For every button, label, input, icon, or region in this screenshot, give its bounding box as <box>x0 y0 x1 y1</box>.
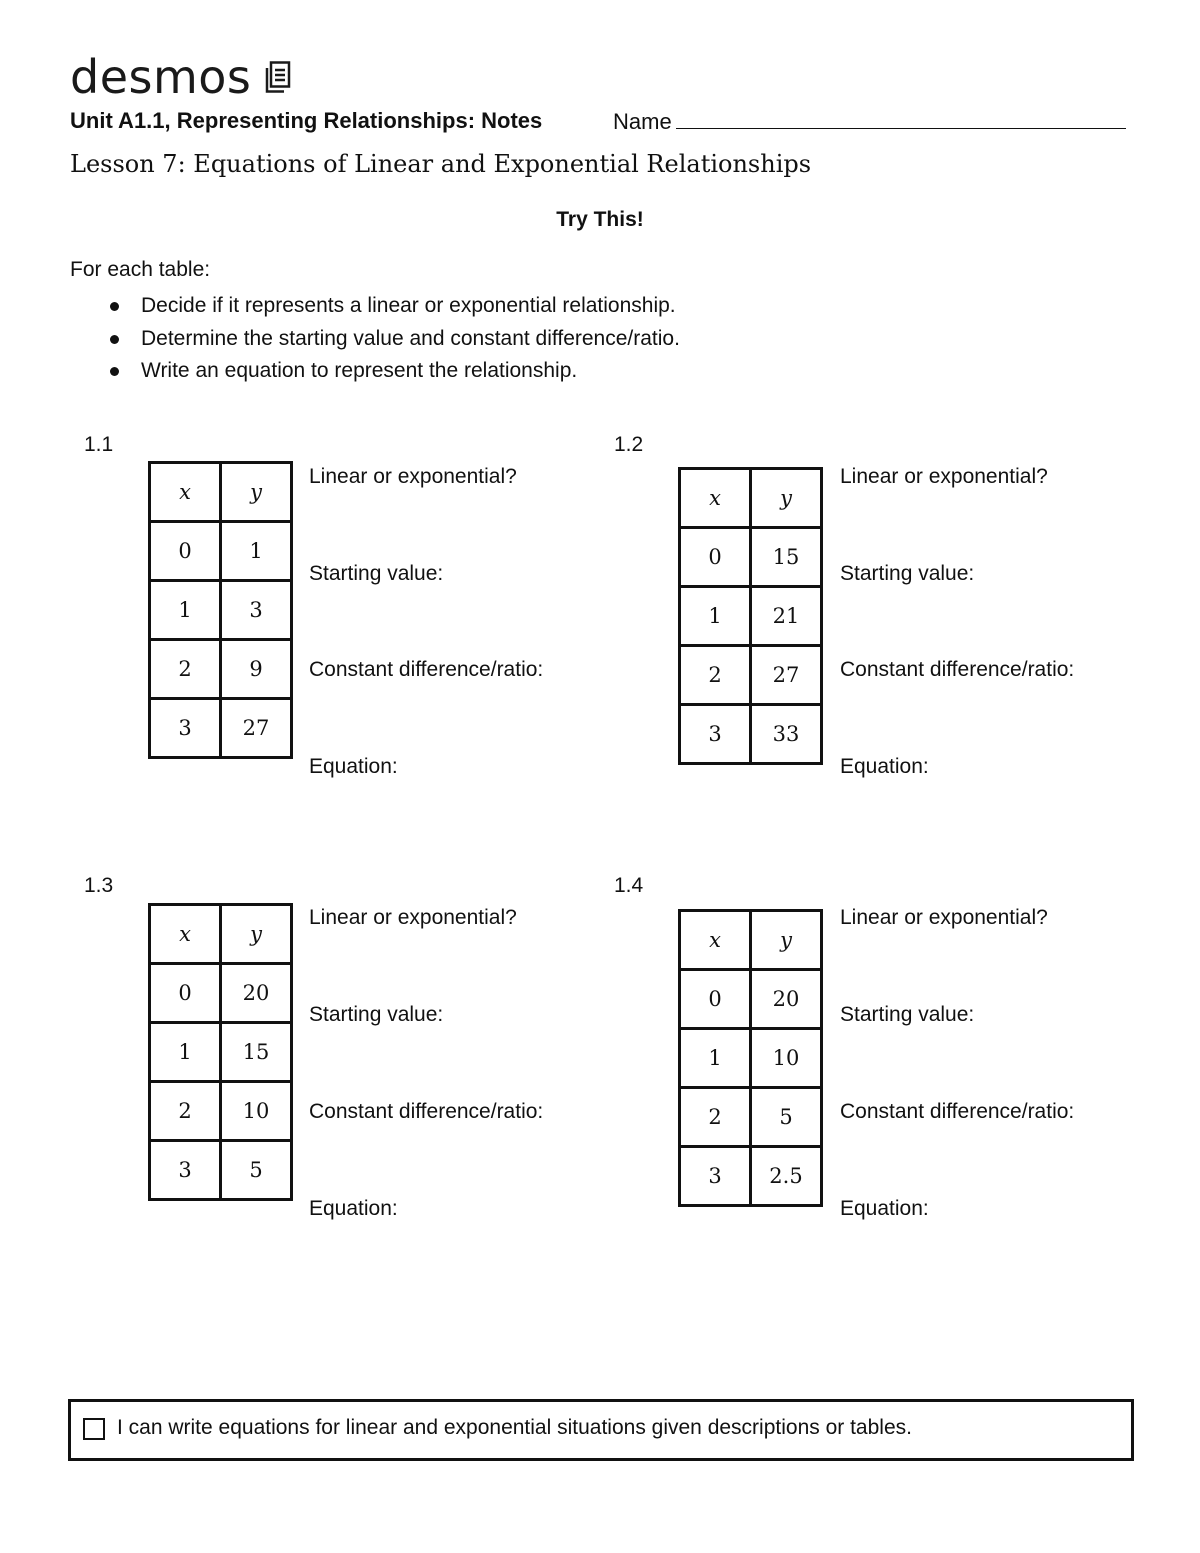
problem-number: 1.2 <box>614 433 644 456</box>
x-cell: 1 <box>680 1029 751 1088</box>
xy-table <box>678 467 823 765</box>
x-cell: 1 <box>150 581 221 640</box>
y-cell: 3 <box>221 581 292 640</box>
table-header-row <box>150 905 292 964</box>
y-cell: 33 <box>751 705 822 764</box>
lesson-title: Lesson 7: Equations of Linear and Exponential Relationships <box>70 150 812 178</box>
list-item: Decide if it represents a linear or exponential relationship. <box>70 290 680 323</box>
x-column-header: x <box>680 469 751 528</box>
x-cell: 0 <box>680 970 751 1029</box>
linear-or-exponential-prompt: Linear or exponential? <box>309 906 517 929</box>
y-cell: 2.5 <box>751 1147 822 1206</box>
table-row <box>680 646 822 705</box>
table-row <box>680 970 822 1029</box>
learning-goal-panel <box>68 1399 1134 1461</box>
x-cell: 0 <box>150 522 221 581</box>
table-header-row <box>680 911 822 970</box>
notes-icon <box>265 61 291 98</box>
table-row <box>680 1088 822 1147</box>
table-row <box>150 1141 292 1200</box>
section-title: Try This! <box>556 208 644 231</box>
list-item: Determine the starting value and constant difference/ratio. <box>70 323 680 356</box>
y-column-header: y <box>221 905 292 964</box>
y-cell: 20 <box>751 970 822 1029</box>
table-header-row <box>150 463 292 522</box>
table-header-row <box>680 469 822 528</box>
y-column-header: y <box>751 911 822 970</box>
x-cell: 2 <box>680 1088 751 1147</box>
table-row <box>150 699 292 758</box>
constant-prompt: Constant difference/ratio: <box>840 658 1075 681</box>
constant-prompt: Constant difference/ratio: <box>309 1100 544 1123</box>
instructions <box>70 258 680 388</box>
table-row <box>150 581 292 640</box>
x-column-header: x <box>680 911 751 970</box>
x-cell: 0 <box>150 964 221 1023</box>
starting-value-prompt: Starting value: <box>309 562 444 585</box>
y-cell: 9 <box>221 640 292 699</box>
bullet-icon <box>110 335 119 344</box>
name-label: Name <box>613 109 672 134</box>
table-row <box>150 1023 292 1082</box>
problem-1-1 <box>70 433 590 813</box>
x-cell: 0 <box>680 528 751 587</box>
unit-title: Unit A1.1, Representing Relationships: Notes <box>70 108 543 133</box>
problem-number: 1.4 <box>614 874 644 897</box>
x-column-header: x <box>150 463 221 522</box>
linear-or-exponential-prompt: Linear or exponential? <box>840 465 1048 488</box>
x-cell: 2 <box>150 640 221 699</box>
y-cell: 27 <box>751 646 822 705</box>
bullet-icon <box>110 367 119 376</box>
xy-table <box>148 903 293 1201</box>
y-cell: 20 <box>221 964 292 1023</box>
table-row <box>680 1029 822 1088</box>
problem-1-2 <box>600 433 1120 813</box>
y-cell: 5 <box>751 1088 822 1147</box>
equation-prompt: Equation: <box>309 1197 398 1220</box>
xy-table <box>678 909 823 1207</box>
goal-checkbox[interactable] <box>83 1418 105 1440</box>
y-column-header: y <box>751 469 822 528</box>
y-cell: 10 <box>751 1029 822 1088</box>
table-row <box>680 705 822 764</box>
y-cell: 15 <box>751 528 822 587</box>
x-cell: 2 <box>150 1082 221 1141</box>
desmos-logo <box>70 52 291 102</box>
x-cell: 1 <box>680 587 751 646</box>
table-row <box>680 1147 822 1206</box>
x-column-header: x <box>150 905 221 964</box>
table-row <box>680 528 822 587</box>
y-column-header: y <box>221 463 292 522</box>
instructions-intro: For each table: <box>70 258 211 281</box>
instructions-list <box>70 290 680 388</box>
y-cell: 1 <box>221 522 292 581</box>
y-cell: 27 <box>221 699 292 758</box>
name-field <box>613 108 1126 135</box>
constant-prompt: Constant difference/ratio: <box>309 658 544 681</box>
table-row <box>150 964 292 1023</box>
equation-prompt: Equation: <box>840 1197 929 1220</box>
linear-or-exponential-prompt: Linear or exponential? <box>840 906 1048 929</box>
constant-prompt: Constant difference/ratio: <box>840 1100 1075 1123</box>
y-cell: 15 <box>221 1023 292 1082</box>
problem-number: 1.3 <box>84 874 114 897</box>
starting-value-prompt: Starting value: <box>840 562 975 585</box>
table-row <box>680 587 822 646</box>
x-cell: 3 <box>150 1141 221 1200</box>
linear-or-exponential-prompt: Linear or exponential? <box>309 465 517 488</box>
x-cell: 3 <box>150 699 221 758</box>
learning-goal-text: I can write equations for linear and exponential situations given descriptions or tables. <box>117 1416 912 1439</box>
problem-1-4 <box>600 874 1120 1254</box>
problem-1-3 <box>70 874 590 1254</box>
problem-number: 1.1 <box>84 433 114 456</box>
bullet-icon <box>110 302 119 311</box>
table-row <box>150 522 292 581</box>
table-row <box>150 1082 292 1141</box>
name-blank-line <box>676 108 1126 129</box>
starting-value-prompt: Starting value: <box>309 1003 444 1026</box>
equation-prompt: Equation: <box>309 755 398 778</box>
y-cell: 21 <box>751 587 822 646</box>
logo-wordmark: desmos <box>70 50 252 104</box>
x-cell: 3 <box>680 1147 751 1206</box>
y-cell: 5 <box>221 1141 292 1200</box>
starting-value-prompt: Starting value: <box>840 1003 975 1026</box>
list-item: Write an equation to represent the relationship. <box>70 355 680 388</box>
x-cell: 2 <box>680 646 751 705</box>
table-row <box>150 640 292 699</box>
y-cell: 10 <box>221 1082 292 1141</box>
equation-prompt: Equation: <box>840 755 929 778</box>
xy-table <box>148 461 293 759</box>
x-cell: 1 <box>150 1023 221 1082</box>
x-cell: 3 <box>680 705 751 764</box>
